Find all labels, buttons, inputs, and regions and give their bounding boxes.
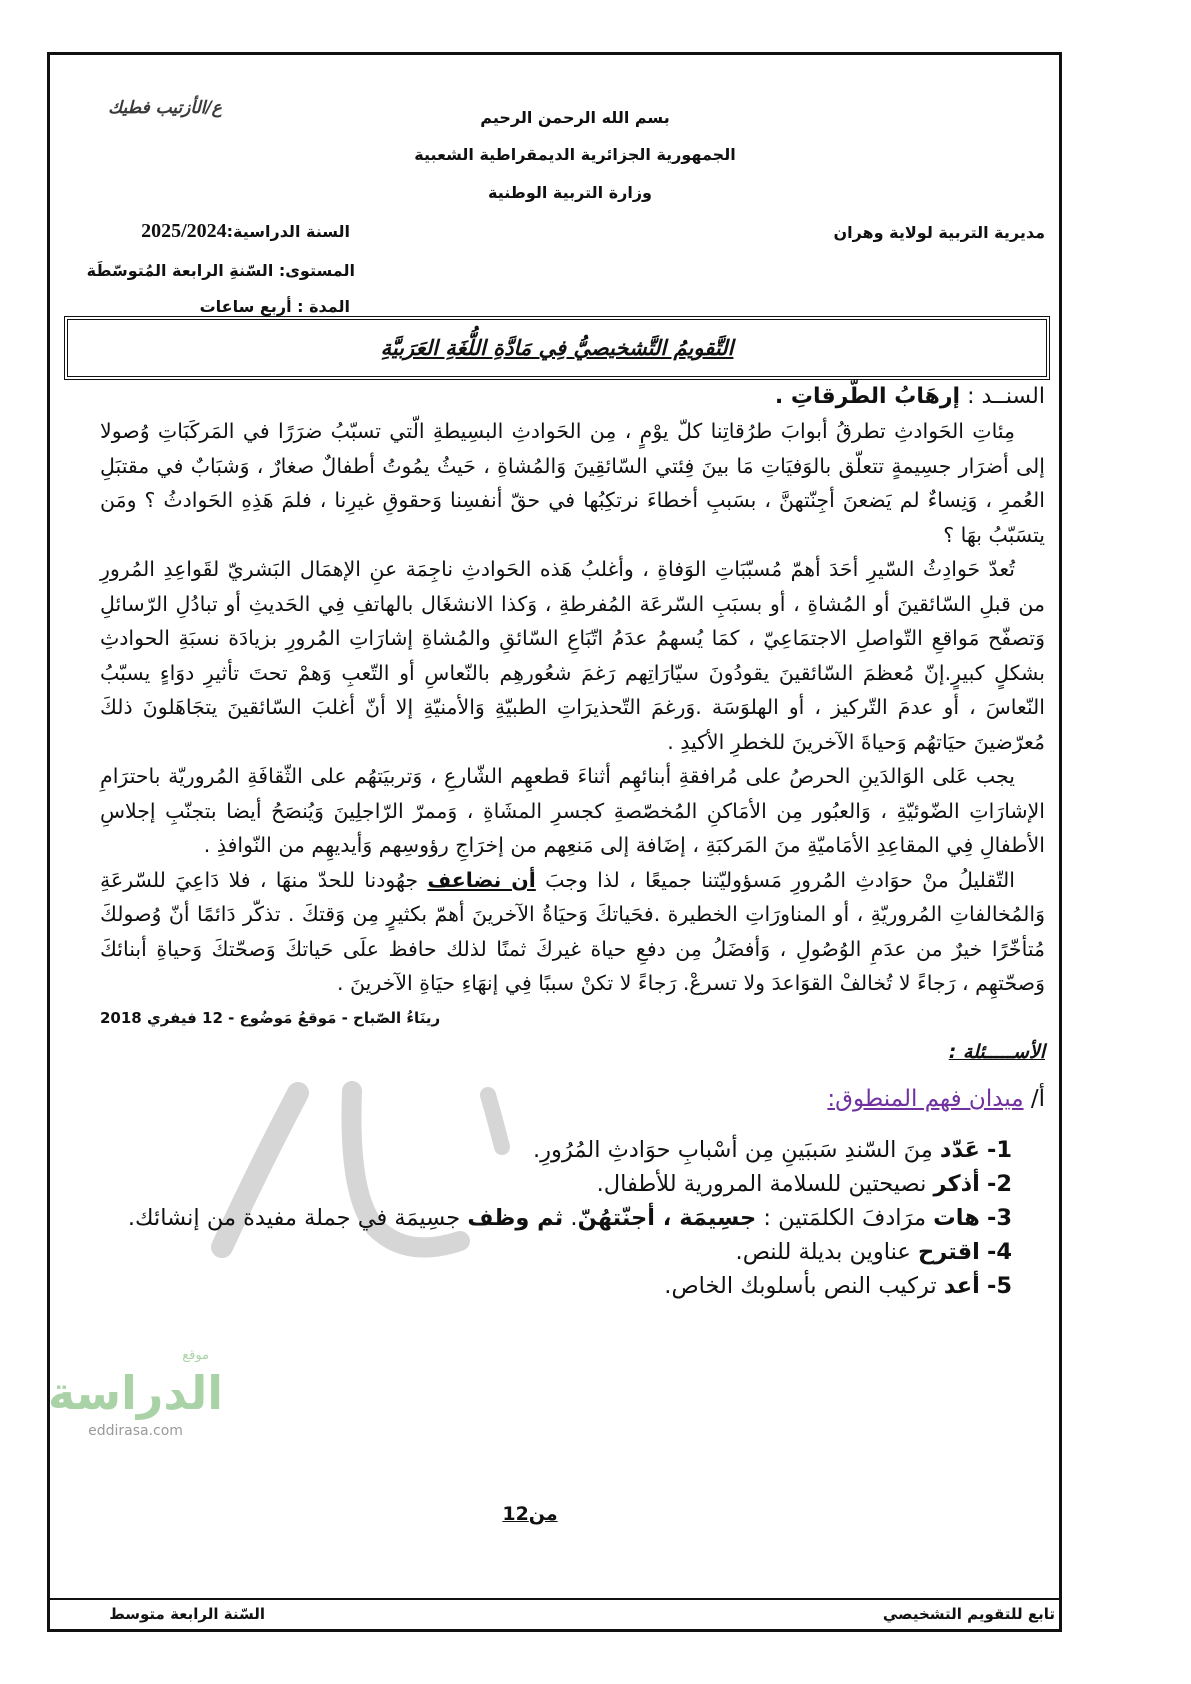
signature: ع/الأزتيب فطيك xyxy=(108,98,222,118)
sanad-title: إرهَابُ الطّرقاتِ . xyxy=(774,384,961,409)
footer-divider xyxy=(47,1598,1062,1600)
question-verb: اقترح xyxy=(918,1239,980,1265)
school-year-label: السنة الدراسية: xyxy=(226,222,350,241)
paragraph-1: مِئاتِ الحَوادثِ تطرقُ أبوابَ طرُقاتِنا كلّ يوْمٍ ، مِن الحَوادثِ البسِيطةِ الّتي تسبّبُ ضرَرًا في المَركَبَاتِ وُصولا إلى أضرَار جسِيمةٍ تتعلّق بالوَفيَاتِ مَا بينَ فِئتي السّائقِينَ وَالمُشاةِ ، حَيثُ يمُوتُ أطفالٌ صغارٌ ، وَشبَابٌ في مقتبَلِ العُمرِ ، وَنِساءٌ لم يَضعنَ أجِنّتهنَّ ، بسَببِ أخطاءَ نرتكِبُها في حقّ أنفسِنا وَحقوقِ غيرِنا ، فلمَ هَذِهِ الحَوادثُ ؟ ومَن يتسَبّبُ بهَا ؟ xyxy=(100,419,1045,547)
sanad-line xyxy=(100,380,1045,414)
site-logo xyxy=(48,1348,223,1440)
exam-title-box xyxy=(64,316,1050,380)
question-item xyxy=(100,1201,1012,1235)
questions-heading: الأســـــئلة : xyxy=(948,1041,1045,1063)
footer-right: تابع للتقويم التشخيصي xyxy=(882,1605,1055,1623)
question-verb: أعد xyxy=(943,1273,980,1299)
school-year xyxy=(100,219,350,244)
question-verb: ثم وظف xyxy=(467,1205,564,1231)
question-number: 2- xyxy=(987,1171,1012,1197)
paragraph-4-part-2: جهُودنا للحدّ منهَا ، فلا دَاعِيَ للسّرعَةِ وَالمُخالفاتِ المُروريّةِ ، أو المناورَاتِ الخطيرة .فحَياتكَ وَحيَاةُ الآخرينَ أهمّ بكثيرٍ مِن وَقتكَ . تذكّر دَائمًا أنّ وُصولكَ مُتأخّرًا خيرٌ من عدَمِ الوُصُولِ ، وَأفضَلُ مِن دفعِ حياة غيركَ ثمنًا لذلك حافظ علَى حَياتكَ وَصحّتكَ وَحياةِ أبنائكَ وَصحّتهِم ، رَجاءً لا تُخالفْ القوَاعدَ ولا تسرعْ. رَجاءً لا تكنْ سببًا فِي إنهَاءِ حيَاةِ الآخرينَ . xyxy=(100,867,1045,995)
question-text: نصيحتين للسلامة المرورية للأطفال. xyxy=(596,1171,934,1197)
question-number: 3- xyxy=(987,1205,1012,1231)
article-body xyxy=(100,380,1045,1303)
paragraph-4-emphasis: أن نضاعف xyxy=(427,867,536,892)
question-number: 4- xyxy=(987,1239,1012,1265)
question-text: مِنَ السّندِ سَببَينِ مِن أسْبابِ حوَادثِ المُرُورِ. xyxy=(533,1137,940,1163)
site-logo-url: eddirasa.com xyxy=(88,1423,183,1439)
level: المستوى: السّنةِ الرابعة المُتوسّطَة xyxy=(86,261,355,280)
paragraph-4-part-1: التّقليلُ منْ حوَادثِ المُرورِ مَسؤوليّتنا جميعًا ، لذا وجبَ xyxy=(535,867,1015,892)
directorate: مديرية التربية لولاية وهران xyxy=(833,223,1045,242)
question-verb: عَدّد xyxy=(939,1137,980,1163)
ministry-name: وزارة التربية الوطنية xyxy=(487,183,652,202)
question-verb: أذكر xyxy=(933,1171,980,1197)
duration: المدة : أربع ساعات xyxy=(199,297,350,316)
question-text: مرَادفَ الكلمَتين : xyxy=(756,1205,934,1231)
question-text: تركيب النص بأسلوبك الخاص. xyxy=(664,1273,944,1299)
question-text: عناوين بديلة للنص. xyxy=(735,1239,918,1265)
question-keywords: جسِيمَة ، أجنّتهُنّ xyxy=(577,1205,757,1231)
question-item xyxy=(100,1269,1012,1303)
question-text: جسِيمَة في جملة مفيدة من إنشائك. xyxy=(127,1205,468,1231)
article-source: رينَاءُ الصّباح - مَوقعُ مَوضُوع - 12 فيفري 2018 xyxy=(100,1008,441,1027)
questions-list xyxy=(100,1133,1045,1303)
site-logo-name: الدراسة xyxy=(48,1366,223,1420)
section-heading xyxy=(100,1081,1045,1117)
republic-name: الجمهورية الجزائرية الديمقراطية الشعبية xyxy=(414,145,736,164)
question-verb: هات xyxy=(933,1205,980,1231)
question-text: . xyxy=(563,1205,578,1231)
question-number: 5- xyxy=(987,1273,1012,1299)
school-year-value: 2025/2024 xyxy=(141,220,227,242)
footer-left: السّنة الرابعة متوسط xyxy=(109,1605,265,1623)
sanad-label: السنــد : xyxy=(960,384,1045,409)
question-item xyxy=(100,1133,1012,1167)
section-title: ميدان فهم المنطوق: xyxy=(827,1086,1024,1112)
basmala: بسم الله الرحمن الرحيم xyxy=(480,108,670,127)
exam-title: التَّقويمُ التَّشخيصيُّ فِي مَادَّةِ اللُّغَةِ العَرَبيَّةِ xyxy=(380,336,734,360)
paragraph-4 xyxy=(100,863,1045,1027)
question-number: 1- xyxy=(987,1137,1012,1163)
paragraph-2: تُعدّ حَوادِثُ السّيرِ أحَدَ أهمّ مُسبّبَاتِ الوَفاةِ ، وأغلبُ هَذه الحَوادثِ ناجِمَة عنِ الإهمَال البَشريّ لقَواعِدِ المُرورِ من قبلِ السّائقينَ أو المُشاةِ ، أو بسبَبِ السّرعَة المُفرطةِ ، وَكذا الانشغَال بالهاتفِ فِي الحَديثِ أو تبادُلِ الرّسائلِ وَتصفّح مَواقعِ التّواصلِ الاجتمَاعِيّ ، كمَا يُسهمُ عدَمُ اتّبَاعِ السّائقِ والمُشاةِ إشارَاتِ المُرورِ بزيادَة نسبَةِ الحوادثِ بشكلٍ كبيرٍ.إنّ مُعظمَ السّائقينَ يقودُونَ سيّارَاتِهم رَغمَ شعُورهِم بالنّعاسِ أو التّعبِ وَهمْ تحتَ تأثيرِ دوَاءٍ يسبّبُ النّعاسَ ، أو عدمَ التّركيز ، أو الهلوَسَة .وَرغمَ التّحذيرَاتِ الطبيّةِ وَالأمنيّةِ إلا أنّ أغلبَ السّائقينَ يتجَاهَلونَ ذلكَ مُعرّضينَ حيَاتهُم وَحياةَ الآخرينَ للخطرِ الأكيدِ . xyxy=(100,557,1045,754)
question-item xyxy=(100,1167,1012,1201)
page-number: 1من2 xyxy=(502,1503,558,1525)
section-prefix: أ/ xyxy=(1023,1086,1045,1112)
question-item xyxy=(100,1235,1012,1269)
paragraph-3: يجب عَلى الوَالدَينِ الحرصُ على مُرافقةِ أبنائهِم أثناءَ قطعهِم الشّارعِ ، وَتربيَتهُم على الثّقافَةِ المُروريّة باحترَامِ الإشارَاتِ الضّوئيّةِ ، وَالعبُور مِن الأمَاكنِ المُخصّصةِ كجسرِ المشَاةِ ، وَممرّ الرّاجلِينَ وَيُنصَحُ أيضا بتجنّبِ إجلاسِ الأطفالِ فِي المقاعِدِ الأمَاميّةِ منَ المَركبَةِ ، إضَافة إلى مَنعِهم من إخرَاجِ رؤوسِهم وَأيديهِم من النّوافذِ . xyxy=(100,764,1045,857)
site-logo-small: موقع xyxy=(182,1348,209,1363)
